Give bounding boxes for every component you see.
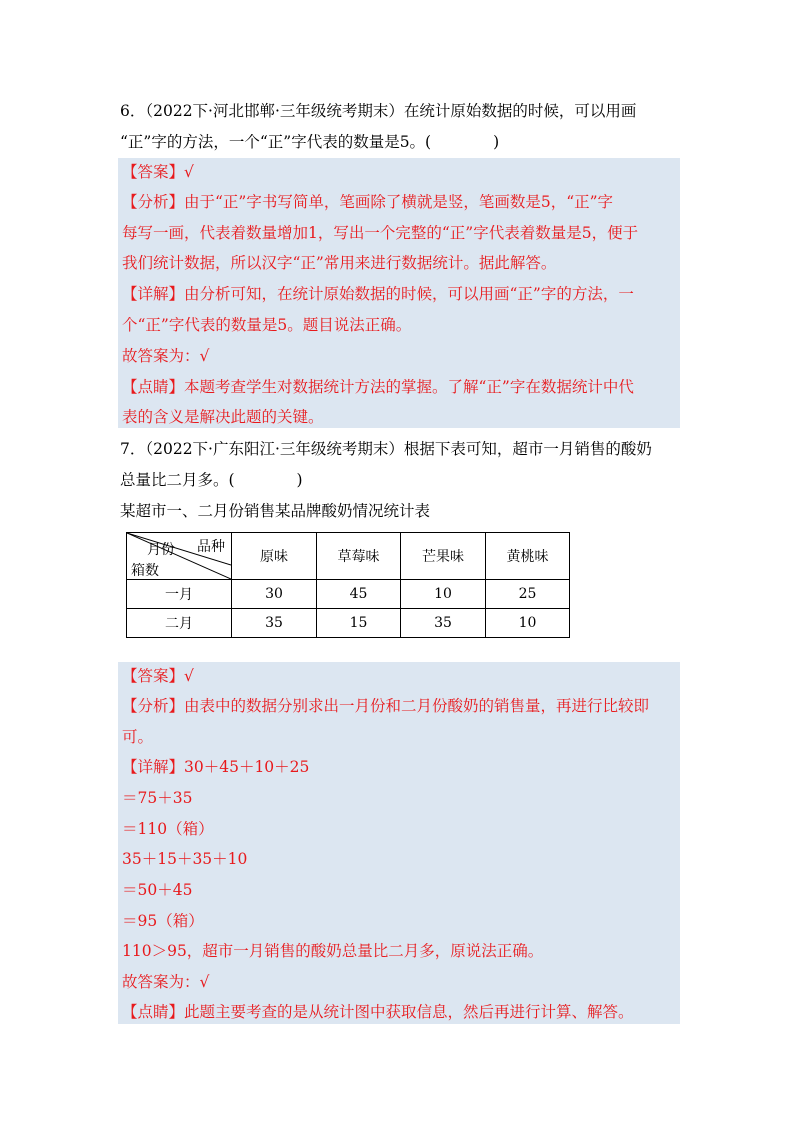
question-7-line-1: 7．（2022下·广东阳江·三年级统考期末）根据下表可知，超市一月销售的酸奶 bbox=[120, 440, 652, 458]
question-6-line-1: 6．（2022下·河北邯郸·三年级统考期末）在统计原始数据的时候，可以用画 bbox=[120, 102, 637, 120]
q6-analysis-line-3: 我们统计数据，所以汉字“正”常用来进行数据统计。据此解答。 bbox=[122, 254, 557, 272]
q7-detail-line-3: ＝110（箱） bbox=[122, 820, 214, 838]
table-cell: 10 bbox=[486, 609, 570, 638]
q6-answer: 【答案】√ bbox=[122, 163, 194, 181]
q7-detail-line-5: ＝50＋45 bbox=[122, 881, 193, 899]
q7-analysis-line-1: 【分析】由表中的数据分别求出一月份和二月份酸奶的销售量，再进行比较即 bbox=[122, 697, 650, 715]
q7-detail-line-6: ＝95（箱） bbox=[122, 912, 204, 930]
table-row bbox=[127, 609, 570, 638]
table-title: 某超市一、二月份销售某品牌酸奶情况统计表 bbox=[120, 502, 431, 520]
q6-comment-line-2: 表的含义是解决此题的关键。 bbox=[122, 408, 324, 426]
table-cell: 25 bbox=[486, 580, 570, 609]
corner-label-boxes: 箱数 bbox=[131, 563, 159, 579]
corner-label-variety: 品种 bbox=[197, 539, 225, 555]
question-6-line-2: “正”字的方法，一个“正”字代表的数量是5。( ) bbox=[120, 133, 500, 151]
q7-detail-line-4: 35＋15＋35＋10 bbox=[122, 850, 248, 868]
column-header: 原味 bbox=[232, 533, 317, 580]
table-cell: 30 bbox=[232, 580, 317, 609]
table-cell: 35 bbox=[401, 609, 486, 638]
table-cell: 45 bbox=[317, 580, 401, 609]
table-row bbox=[127, 580, 570, 609]
q7-analysis-line-2: 可。 bbox=[122, 728, 154, 746]
q7-detail-line-2: ＝75＋35 bbox=[122, 789, 193, 807]
q6-analysis-line-2: 每写一画，代表着数量增加1，写出一个完整的“正”字代表着数量是5，便于 bbox=[122, 224, 639, 242]
q6-detail-line-1: 【详解】由分析可知，在统计原始数据的时候，可以用画“正”字的方法，一 bbox=[122, 285, 634, 303]
q6-analysis-line-1: 【分析】由于“正”字书写简单，笔画除了横就是竖，笔画数是5，“正”字 bbox=[122, 193, 614, 211]
question-7-line-2: 总量比二月多。( ) bbox=[120, 471, 303, 489]
column-header: 黄桃味 bbox=[486, 533, 570, 580]
row-label: 二月 bbox=[127, 609, 232, 638]
table-cell: 10 bbox=[401, 580, 486, 609]
column-header: 草莓味 bbox=[317, 533, 401, 580]
column-header: 芒果味 bbox=[401, 533, 486, 580]
corner-label-month: 月份 bbox=[147, 542, 175, 558]
table-cell: 15 bbox=[317, 609, 401, 638]
q6-detail-line-2: 个“正”字代表的数量是5。题目说法正确。 bbox=[122, 316, 412, 334]
row-label: 一月 bbox=[127, 580, 232, 609]
q6-conclusion: 故答案为：√ bbox=[122, 347, 210, 365]
q7-detail-line-7: 110＞95，超市一月销售的酸奶总量比二月多，原说法正确。 bbox=[122, 942, 544, 960]
q7-comment: 【点睛】此题主要考查的是从统计图中获取信息，然后再进行计算、解答。 bbox=[122, 1003, 634, 1021]
q7-answer: 【答案】√ bbox=[122, 667, 194, 685]
table-corner-cell bbox=[127, 533, 232, 580]
table-cell: 35 bbox=[232, 609, 317, 638]
q7-conclusion: 故答案为：√ bbox=[122, 973, 210, 991]
yogurt-sales-table bbox=[126, 532, 570, 638]
question-7-answer-block bbox=[118, 662, 680, 1024]
q7-detail-line-1: 【详解】30＋45＋10＋25 bbox=[122, 758, 310, 776]
q6-comment-line-1: 【点睛】本题考查学生对数据统计方法的掌握。了解“正”字在数据统计中代 bbox=[122, 378, 634, 396]
question-6-answer-block bbox=[118, 158, 680, 428]
